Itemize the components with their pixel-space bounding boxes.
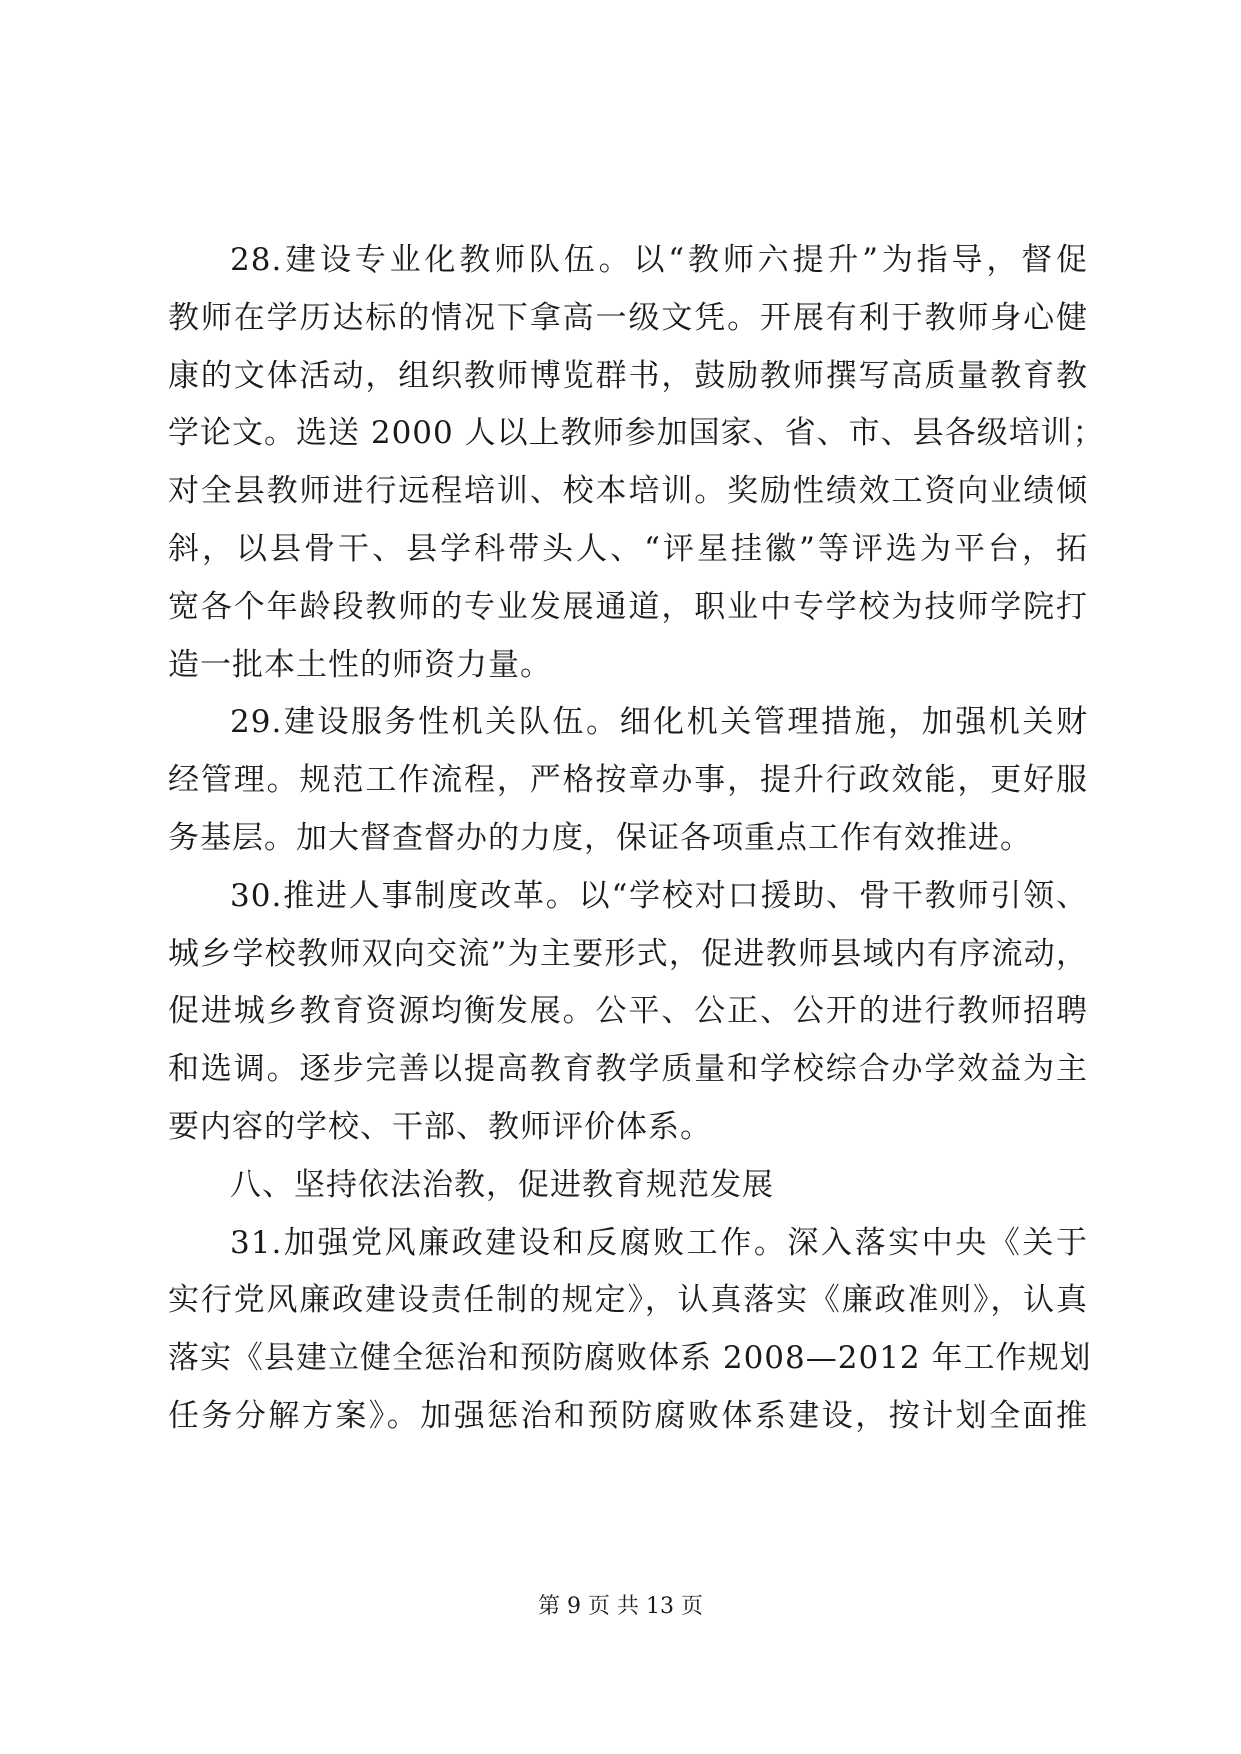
text-line: 务基层。加大督查督办的力度，保证各项重点工作有效推进。 [168, 819, 1032, 856]
text-line: 八、坚持依法治教，促进教育规范发展 [230, 1166, 774, 1203]
text-line: 和选调。逐步完善以提高教育教学质量和学校综合办学效益为主 [168, 1051, 1088, 1088]
text-line: 教师在学历达标的情况下拿高一级文凭。开展有利于教师身心健 [168, 299, 1088, 336]
text-line: 城乡学校教师双向交流”为主要形式，促进教师县域内有序流动， [168, 935, 1088, 972]
page-number-footer: 第 9 页 共 13 页 [538, 1594, 703, 1619]
text-line: 落实《县建立健全惩治和预防腐败体系 2008—2012 年工作规划 [168, 1340, 1092, 1377]
document-body [168, 232, 1105, 1446]
text-line: 宽各个年龄段教师的专业发展通道，职业中专学校为技师学院打 [168, 588, 1088, 625]
text-line: 促进城乡教育资源均衡发展。公平、公正、公开的进行教师招聘 [168, 993, 1088, 1030]
text-line: 康的文体活动，组织教师博览群书，鼓励教师撰写高质量教育教 [168, 357, 1088, 394]
text-line: 31.加强党风廉政建设和反腐败工作。深入落实中央《关于 [230, 1224, 1088, 1261]
text-line: 经管理。规范工作流程，严格按章办事，提升行政效能，更好服 [168, 762, 1088, 799]
text-line: 学论文。选送 2000 人以上教师参加国家、省、市、县各级培训； [168, 415, 1105, 452]
text-line: 30.推进人事制度改革。以“学校对口援助、骨干教师引领、 [230, 877, 1088, 914]
text-line: 造一批本土性的师资力量。 [168, 646, 552, 683]
text-line: 要内容的学校、干部、教师评价体系。 [168, 1108, 712, 1145]
text-line: 实行党风廉政建设责任制的规定》，认真落实《廉政准则》，认真 [168, 1282, 1088, 1319]
text-line: 斜，以县骨干、县学科带头人、“评星挂徽”等评选为平台，拓 [168, 530, 1088, 567]
text-line: 任务分解方案》。加强惩治和预防腐败体系建设，按计划全面推 [168, 1397, 1088, 1434]
text-line: 29.建设服务性机关队伍。细化机关管理措施，加强机关财 [230, 704, 1088, 741]
text-line: 对全县教师进行远程培训、校本培训。奖励性绩效工资向业绩倾 [168, 473, 1088, 510]
text-line: 28.建设专业化教师队伍。以“教师六提升”为指导，督促 [230, 242, 1088, 278]
